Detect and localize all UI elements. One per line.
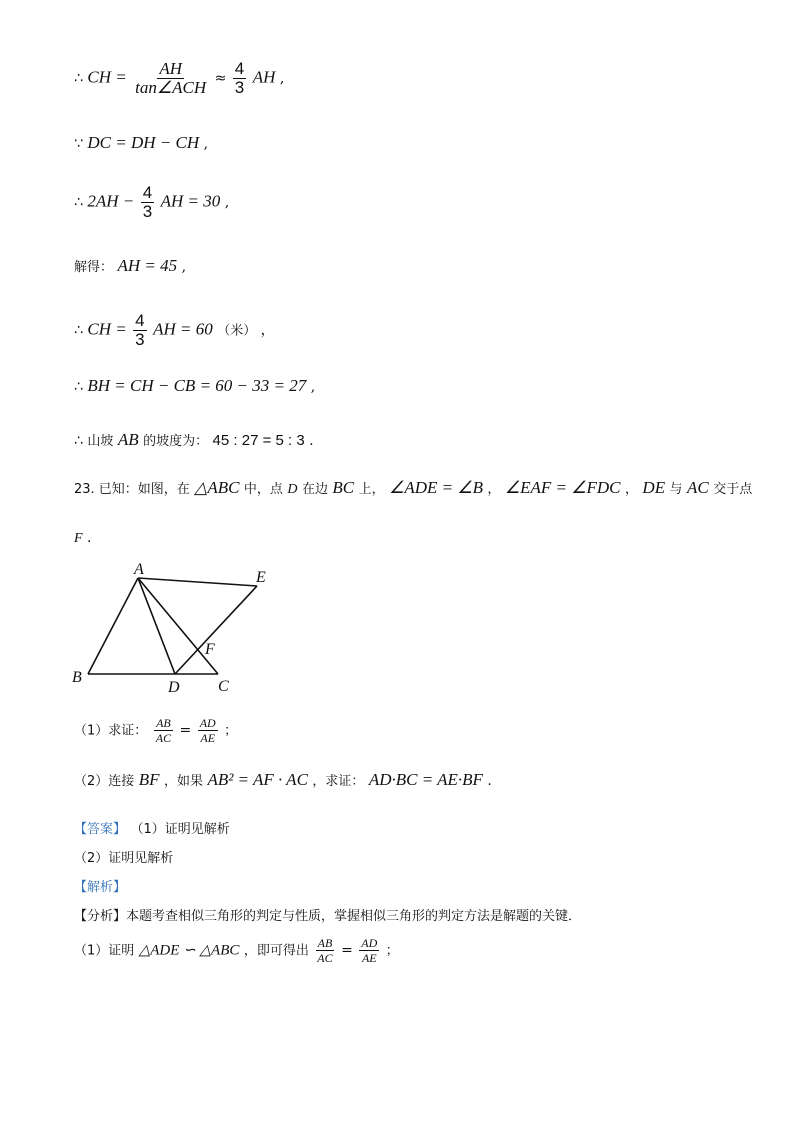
ratio-expr: 45 : 27 = 5 : 3	[212, 432, 305, 449]
denominator: tan∠ACH	[135, 78, 207, 97]
denominator: 3	[142, 202, 153, 221]
step-2	[74, 133, 208, 153]
fraction	[198, 716, 218, 745]
step-3	[74, 184, 229, 221]
point-label: F	[74, 531, 83, 546]
step-6	[74, 376, 315, 396]
solution-1	[74, 936, 399, 965]
therefore-symbol: ∴	[74, 70, 83, 87]
goal-expr: AD·BC = AE·BF	[368, 770, 483, 789]
segment-ab	[88, 578, 138, 674]
expr-text: BH = CH − CB = 60 − 33 = 27	[87, 376, 307, 395]
step-1	[74, 60, 284, 97]
text: 与	[669, 482, 683, 497]
expr-text: AH = 60	[153, 319, 213, 339]
denominator: 3	[135, 330, 145, 349]
condition: AB² = AF · AC	[207, 770, 308, 789]
problem-statement-cont	[74, 530, 91, 547]
fraction	[133, 60, 208, 97]
text: ，求证：	[312, 774, 365, 789]
fraction	[359, 936, 379, 965]
answer-1: （1）证明见解析	[130, 822, 230, 837]
answer-line-2	[74, 847, 173, 866]
answer-tag: 【答案】	[74, 822, 127, 837]
segment-ae	[138, 578, 257, 586]
expr-text: AH	[252, 67, 276, 87]
fraction	[133, 312, 146, 349]
expr-text: AH = 45	[117, 256, 178, 275]
fraction	[154, 716, 173, 745]
punctuation: ,	[279, 70, 285, 87]
punctuation: ,	[310, 379, 316, 395]
segment-label: BF	[138, 770, 160, 789]
fraction	[315, 936, 334, 965]
analysis-subtag: 【分析】	[74, 909, 127, 924]
expr-text: CH =	[87, 319, 127, 339]
segment-label: AC	[687, 478, 709, 497]
step-5	[74, 312, 275, 349]
question-label: （2）连接	[74, 774, 135, 789]
answer-2: （2）证明见解析	[74, 851, 174, 866]
numerator: AH	[159, 59, 182, 78]
step-7	[74, 430, 314, 450]
numerator: AD	[361, 936, 378, 950]
vertex-b-label: B	[72, 669, 82, 686]
numerator: 4	[234, 59, 245, 78]
text: ，即可得出	[243, 943, 309, 959]
question-label: （1）求证：	[74, 723, 148, 739]
similarity-expr: △ADE ∽ △ABC	[138, 942, 240, 959]
denominator: 3	[234, 78, 245, 97]
answer-line-1	[74, 818, 230, 837]
problem-number: 23. 已知：如图，在	[74, 482, 190, 497]
therefore-symbol: ∴	[74, 379, 83, 395]
point-d-label: D	[168, 679, 180, 696]
punctuation: ，	[624, 482, 638, 497]
text: ，如果	[163, 774, 203, 789]
punctuation: ；	[224, 723, 238, 739]
condition-1: ∠ADE = ∠B	[389, 478, 483, 497]
problem-statement	[74, 478, 752, 498]
punctuation: ，	[260, 322, 275, 339]
expr-text: 2AH −	[87, 191, 135, 211]
vertex-c-label: C	[218, 678, 229, 695]
analysis-heading	[74, 876, 126, 895]
segment-ac	[138, 578, 218, 674]
approx-symbol: ≈	[214, 70, 227, 87]
segment-label: BC	[332, 478, 355, 497]
triangle-label: △ABC	[194, 478, 240, 497]
punctuation: ,	[181, 259, 187, 275]
segment-de	[175, 586, 257, 674]
punctuation: .	[309, 433, 314, 449]
condition-2: ∠EAF = ∠FDC	[504, 478, 621, 497]
question-2	[74, 770, 492, 790]
analysis-text: 本题考查相似三角形的判定与性质，掌握相似三角形的判定方法是解题的关键．	[126, 909, 582, 924]
point-f-label: F	[205, 641, 215, 658]
text: 上，	[358, 482, 385, 497]
punctuation: .	[487, 773, 492, 789]
punctuation: ,	[203, 136, 209, 152]
punctuation: ,	[224, 194, 230, 211]
numerator: AB	[317, 936, 333, 950]
text: 的坡度为：	[143, 434, 209, 449]
text: 交于点	[713, 482, 753, 497]
denominator: AC	[317, 951, 333, 965]
therefore-symbol: ∴	[74, 433, 83, 449]
punctuation: .	[87, 530, 92, 546]
geometry-figure	[60, 560, 340, 700]
numerator: AD	[199, 716, 216, 730]
fraction	[141, 184, 154, 221]
numerator: 4	[142, 183, 153, 202]
equals-sign: =	[341, 942, 353, 959]
fraction	[233, 60, 246, 97]
point-label: D	[287, 482, 298, 497]
text: 在边	[301, 482, 328, 497]
analysis-line	[74, 905, 581, 924]
vertex-a-label: A	[134, 561, 144, 578]
segment-ad	[138, 578, 175, 674]
punctuation: ；	[385, 943, 399, 959]
expr-text: DC = DH − CH	[87, 133, 200, 152]
equals-sign: =	[179, 722, 192, 739]
vertex-e-label: E	[256, 569, 266, 586]
analysis-tag: 【解析】	[74, 880, 127, 895]
text: 中，点	[243, 482, 283, 497]
denominator: AE	[361, 951, 377, 965]
text: 山坡	[87, 434, 114, 449]
denominator: AC	[155, 731, 172, 745]
therefore-symbol: ∴	[74, 322, 83, 339]
segment-label: AB	[117, 430, 139, 449]
step-4	[74, 256, 186, 276]
therefore-symbol: ∴	[74, 194, 83, 211]
because-symbol: ∵	[74, 136, 83, 152]
numerator: AB	[156, 716, 171, 730]
denominator: AE	[200, 731, 216, 745]
expr-text: AH = 30	[160, 191, 221, 211]
numerator: 4	[135, 311, 145, 330]
unit-text: （米）	[217, 323, 257, 339]
question-1	[74, 716, 237, 745]
segment-label: DE	[642, 478, 666, 497]
punctuation: ，	[487, 482, 501, 497]
solution-label: （1）证明	[74, 943, 135, 959]
expr-text: CH =	[87, 67, 127, 87]
solve-label: 解得：	[74, 260, 114, 275]
